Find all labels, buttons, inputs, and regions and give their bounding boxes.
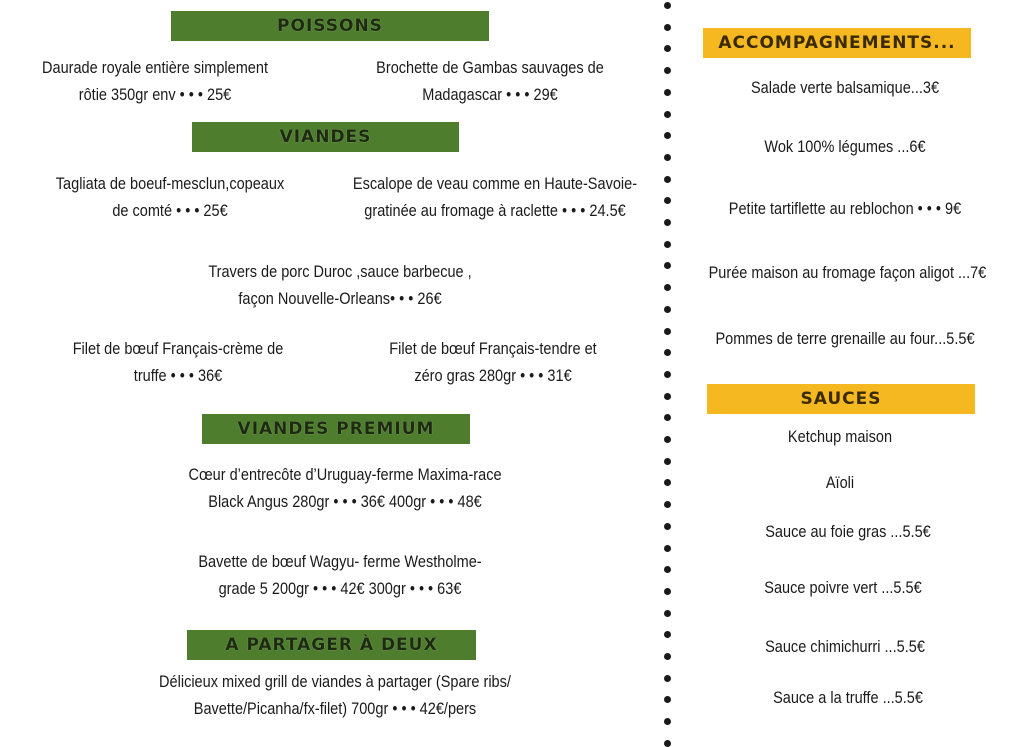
menu-item-tagliata (38, 171, 302, 225)
item-line: façon Nouvelle-Orleans• • • 26€ (238, 290, 442, 308)
separator-dot (664, 219, 671, 226)
menu-item-filet-tendre (361, 336, 625, 390)
section-banner-sauces: SAUCES (707, 384, 975, 414)
menu-item-escalope (345, 171, 644, 225)
separator-dot (664, 197, 671, 204)
separator-dot (664, 631, 671, 638)
separator-dot (664, 523, 671, 530)
item-line: Aïoli (825, 474, 855, 492)
menu-item-entrecote (165, 462, 526, 516)
item-line: Sauce a la truffe ...5.5€ (773, 689, 923, 707)
sauce-item-aioli (708, 470, 972, 497)
menu-item-daurade (23, 55, 287, 109)
separator-dot (664, 566, 671, 573)
separator-dot (664, 696, 671, 703)
item-line: Sauce au foie gras ...5.5€ (765, 523, 931, 541)
separator-dot (664, 89, 671, 96)
separator-dot (664, 675, 671, 682)
separator-dot (664, 349, 671, 356)
item-line: Tagliata de boeuf-mesclun,copeaux (55, 175, 285, 193)
separator-dot (664, 2, 671, 9)
item-line: Travers de porc Duroc ,sauce barbecue , (208, 263, 472, 281)
sauce-item-truffe (716, 685, 980, 712)
sauce-item-ketchup (708, 424, 972, 451)
side-item-salade (709, 75, 982, 102)
section-banner-a-partager: A PARTAGER À DEUX (187, 630, 476, 660)
item-line: de comté • • • 25€ (112, 202, 228, 220)
item-line: Salade verte balsamique...3€ (750, 79, 940, 97)
item-line: Sauce chimichurri ...5.5€ (765, 638, 925, 656)
item-line: Escalope de veau comme en Haute-Savoie- (352, 175, 638, 193)
section-banner-poissons: POISSONS (171, 11, 489, 41)
separator-dot (664, 371, 671, 378)
item-line: gratinée au fromage à raclette • • • 24.5€ (364, 202, 626, 220)
item-line: Sauce poivre vert ...5.5€ (764, 579, 922, 597)
separator-dot (664, 740, 671, 747)
item-line: Bavette/Picanha/fx-filet) 700gr • • • 42€/pers (193, 700, 477, 718)
item-line: rôtie 350gr env • • • 25€ (78, 86, 232, 104)
separator-dot (664, 67, 671, 74)
item-line: Ketchup maison (787, 428, 893, 446)
menu-item-mixed-grill (137, 669, 533, 723)
item-line: Filet de bœuf Français-crème de (72, 340, 284, 358)
separator-dot (664, 501, 671, 508)
side-item-puree (708, 260, 987, 287)
sauce-item-chimichurri (713, 634, 977, 661)
section-banner-accompagnements: ACCOMPAGNEMENTS... (703, 28, 971, 58)
item-line: truffe • • • 36€ (133, 367, 223, 385)
side-item-pommes (709, 326, 982, 353)
item-line: Pommes de terre grenaille au four...5.5€ (715, 330, 975, 348)
separator-dot (664, 458, 671, 465)
separator-dot (664, 436, 671, 443)
separator-dot (664, 284, 671, 291)
side-item-tartiflette (709, 196, 982, 223)
separator-dot (664, 718, 671, 725)
separator-dot (664, 111, 671, 118)
dotted-separator (664, 0, 672, 745)
item-line: Black Angus 280gr • • • 36€ 400gr • • • 48€ (208, 493, 482, 511)
item-line: grade 5 200gr • • • 42€ 300gr • • • 63€ (218, 580, 462, 598)
item-line: Petite tartiflette au reblochon • • • 9€ (728, 200, 962, 218)
separator-dot (664, 610, 671, 617)
section-banner-viandes: VIANDES (192, 122, 459, 152)
separator-dot (664, 479, 671, 486)
separator-dot (664, 132, 671, 139)
item-line: zéro gras 280gr • • • 31€ (414, 367, 572, 385)
separator-dot (664, 414, 671, 421)
separator-dot (664, 176, 671, 183)
item-line: Délicieux mixed grill de viandes à partager (Spare ribs/ (159, 673, 511, 691)
section-banner-viandes-premium: VIANDES PREMIUM (202, 414, 470, 444)
separator-dot (664, 45, 671, 52)
item-line: Brochette de Gambas sauvages de (376, 59, 604, 77)
separator-dot (664, 393, 671, 400)
sauce-item-foie-gras (716, 519, 980, 546)
separator-dot (664, 545, 671, 552)
separator-dot (664, 653, 671, 660)
menu-item-wagyu (182, 549, 499, 603)
separator-dot (664, 24, 671, 31)
item-line: Daurade royale entière simplement (42, 59, 268, 77)
item-line: Filet de bœuf Français-tendre et (389, 340, 597, 358)
separator-dot (664, 588, 671, 595)
menu-item-filet-creme (46, 336, 310, 390)
separator-dot (664, 262, 671, 269)
side-item-wok (709, 134, 982, 161)
separator-dot (664, 154, 671, 161)
separator-dot (664, 241, 671, 248)
item-line: Purée maison au fromage façon aligot ...7€ (708, 264, 987, 282)
menu-item-gambas (358, 55, 622, 109)
menu-item-travers (208, 259, 472, 313)
item-line: Madagascar • • • 29€ (422, 86, 558, 104)
item-line: Cœur d’entrecôte d’Uruguay-ferme Maxima-race (188, 466, 502, 484)
item-line: Bavette de bœuf Wagyu- ferme Westholme- (198, 553, 482, 571)
separator-dot (664, 328, 671, 335)
item-line: Wok 100% légumes ...6€ (764, 138, 926, 156)
separator-dot (664, 306, 671, 313)
sauce-item-poivre-vert (711, 575, 975, 602)
